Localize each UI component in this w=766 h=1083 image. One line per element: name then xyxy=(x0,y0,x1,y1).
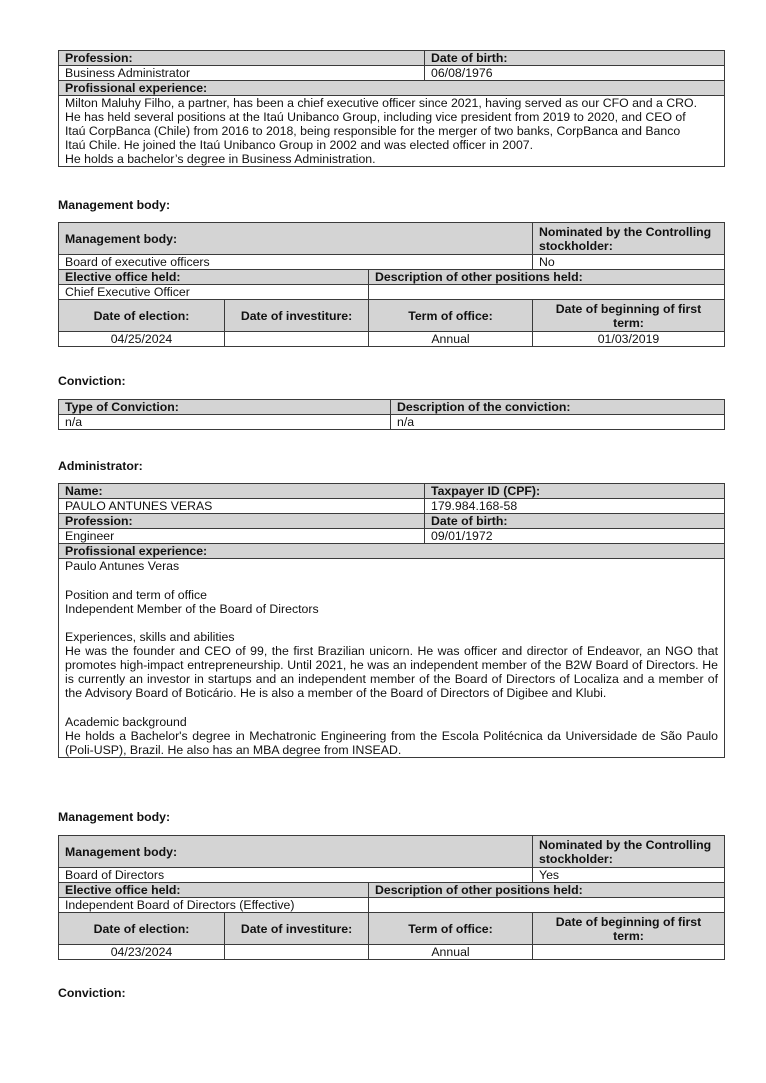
dob-value: 06/08/1976 xyxy=(425,66,725,81)
nominated-value: No xyxy=(533,255,725,270)
skills-text: He was the founder and CEO of 99, the first Brazilian unicorn. He was officer and director of Endeavor, an NGO that promotes high-impact entrepreneurship. Until 2021, he was an independent member of the B2W Board of Directors. He is currently an investor in startups and an independent member of the Board of Directors of Localiza and a member of the Advisory Board of Boticário. He is also a member of the Board of Directors of Digibee and Klubi. xyxy=(65,644,718,701)
management-body-value: Board of Directors xyxy=(59,868,533,883)
conviction-type-label: Type of Conviction: xyxy=(59,400,391,415)
profession-label: Profession: xyxy=(59,514,425,529)
name-label: Name: xyxy=(59,484,425,499)
experience-line: Itaú Chile. He joined the Itaú Unibanco Group in 2002 and was elected officer in 2007. xyxy=(65,138,534,152)
name-value: PAULO ANTUNES VERAS xyxy=(59,499,425,514)
conviction-description-label: Description of the conviction: xyxy=(391,400,725,415)
election-date-value: 04/23/2024 xyxy=(59,945,225,960)
term-of-office-label: Term of office: xyxy=(369,913,533,945)
investiture-date-label: Date of investiture: xyxy=(225,300,369,332)
term-of-office-value: Annual xyxy=(369,945,533,960)
other-positions-value xyxy=(369,285,725,300)
dob-label: Date of birth: xyxy=(425,51,725,66)
election-date-label: Date of election: xyxy=(59,913,225,945)
academic-text: He holds a Bachelor's degree in Mechatronic Engineering from the Escola Politécnica da Universidade de São Paulo (Poli-USP), Brazil. He also has an MBA degree from INSEAD. xyxy=(65,729,718,758)
election-date-label: Date of election: xyxy=(59,300,225,332)
management-body-label: Management body: xyxy=(59,836,533,868)
first-term-date-value xyxy=(533,945,725,960)
other-positions-label: Description of other positions held: xyxy=(369,883,725,898)
section-title-management-body: Management body: xyxy=(58,810,171,824)
section-title-management-body: Management body: xyxy=(58,198,171,212)
experience-label: Profissional experience: xyxy=(59,81,725,96)
investiture-date-value xyxy=(225,945,369,960)
dob-value: 09/01/1972 xyxy=(425,529,725,544)
management-body-table xyxy=(58,222,725,347)
experience-line: He has held several positions at the Itaú Unibanco Group, including vice president from 2019 to 2020, and CEO of xyxy=(65,110,686,124)
profession-label: Profession: xyxy=(59,51,425,66)
cpf-value: 179.984.168-58 xyxy=(425,499,725,514)
management-body-table xyxy=(58,835,725,960)
administrator-table xyxy=(58,483,725,758)
section-title-administrator: Administrator: xyxy=(58,459,143,473)
position-heading: Position and term of office xyxy=(65,587,207,602)
elective-office-value: Independent Board of Directors (Effective) xyxy=(59,898,369,913)
dob-label: Date of birth: xyxy=(425,514,725,529)
elective-office-label: Elective office held: xyxy=(59,270,369,285)
nominated-label: Nominated by the Controlling stockholder: xyxy=(533,223,725,255)
experience-text xyxy=(59,96,725,167)
first-term-date-label: Date of beginning of first term: xyxy=(533,913,725,945)
experience-label: Profissional experience: xyxy=(59,544,725,559)
conviction-description-value: n/a xyxy=(391,415,725,430)
experience-line: He holds a bachelor’s degree in Business Administration. xyxy=(65,152,376,166)
investiture-date-label: Date of investiture: xyxy=(225,913,369,945)
section-title-conviction: Conviction: xyxy=(58,986,126,1000)
academic-heading: Academic background xyxy=(65,715,187,730)
other-positions-label: Description of other positions held: xyxy=(369,270,725,285)
conviction-type-value: n/a xyxy=(59,415,391,430)
other-positions-value xyxy=(369,898,725,913)
elective-office-value: Chief Executive Officer xyxy=(59,285,369,300)
first-term-date-label: Date of beginning of first term: xyxy=(533,300,725,332)
profession-value: Business Administrator xyxy=(59,66,425,81)
cpf-label: Taxpayer ID (CPF): xyxy=(425,484,725,499)
term-of-office-label: Term of office: xyxy=(369,300,533,332)
profession-value: Engineer xyxy=(59,529,425,544)
experience-line: Itaú CorpBanca (Chile) from 2016 to 2018, being responsible for the merger of two banks, CorpBanca and Banco xyxy=(65,124,681,138)
experience-line: Milton Maluhy Filho, a partner, has been a chief executive officer since 2021, having served as our CFO and a CRO. xyxy=(65,96,698,110)
skills-heading: Experiences, skills and abilities xyxy=(65,630,235,645)
nominated-value: Yes xyxy=(533,868,725,883)
position-text: Independent Member of the Board of Directors xyxy=(65,601,319,616)
nominated-label: Nominated by the Controlling stockholder: xyxy=(533,836,725,868)
term-of-office-value: Annual xyxy=(369,332,533,347)
management-body-value: Board of executive officers xyxy=(59,255,533,270)
conviction-table xyxy=(58,399,725,430)
section-title-conviction: Conviction: xyxy=(58,374,126,388)
experience-name: Paulo Antunes Veras xyxy=(65,559,180,573)
experience-text xyxy=(59,559,725,758)
person1-table xyxy=(58,50,725,167)
investiture-date-value xyxy=(225,332,369,347)
election-date-value: 04/25/2024 xyxy=(59,332,225,347)
elective-office-label: Elective office held: xyxy=(59,883,369,898)
first-term-date-value: 01/03/2019 xyxy=(533,332,725,347)
management-body-label: Management body: xyxy=(59,223,533,255)
